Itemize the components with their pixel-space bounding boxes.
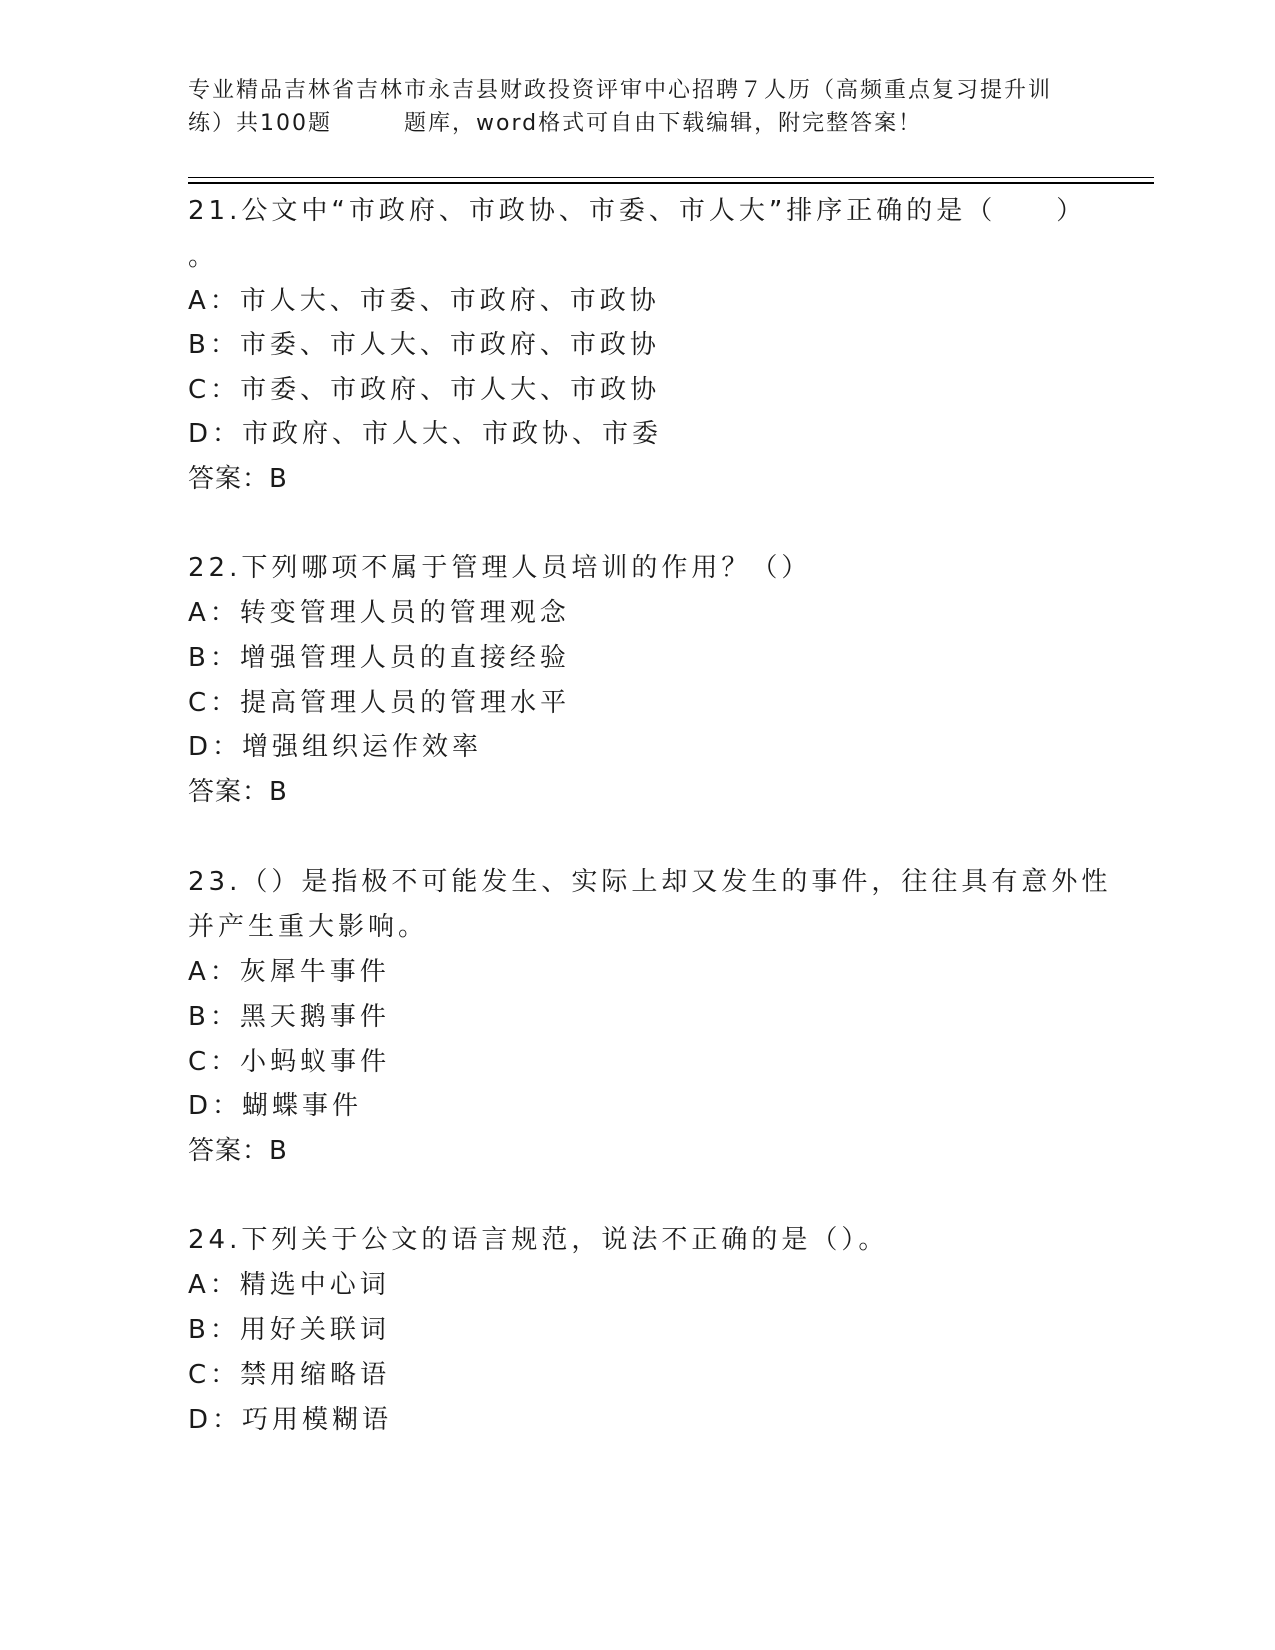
- question-stem-line-2: 并产生重大影响。: [188, 912, 429, 942]
- option-a: A：精选中心词: [188, 1270, 390, 1300]
- option-b: B：黑天鹅事件: [188, 1002, 390, 1032]
- header-rule-thick: [188, 182, 1154, 184]
- option-a: A：转变管理人员的管理观念: [188, 598, 570, 628]
- option-b: B：用好关联词: [188, 1315, 390, 1345]
- header-title-line-1: 专业精品吉林省吉林市永吉县财政投资评审中心招聘７人历（高频重点复习提升训: [188, 78, 1053, 103]
- answer-label: 答案：B: [188, 1136, 288, 1166]
- option-c: C：禁用缩略语: [188, 1360, 391, 1390]
- question-stem-line-2: 。: [188, 242, 219, 272]
- option-b: B：市委、市人大、市政府、市政协: [188, 330, 660, 360]
- option-a: A：灰犀牛事件: [188, 957, 390, 987]
- header-title-line-2-part-b: 题库，word格式可自由下载编辑，附完整答案！: [404, 111, 923, 136]
- answer-label: 答案：B: [188, 777, 288, 807]
- option-c: C：提高管理人员的管理水平: [188, 688, 571, 718]
- question-stem-line-1: 21.公文中“市政府、市政协、市委、市人大”排序正确的是（ ）: [188, 196, 1087, 226]
- question-stem-line-1: 24.下列关于公文的语言规范，说法不正确的是（）。: [188, 1225, 889, 1255]
- document-header: [188, 74, 1088, 140]
- answer-label: 答案：B: [188, 464, 288, 494]
- header-title-line-2: [188, 107, 1088, 140]
- option-c: C：小蚂蚁事件: [188, 1047, 391, 1077]
- header-rule-thin: [188, 177, 1154, 178]
- option-d: D：增强组织运作效率: [188, 732, 483, 762]
- header-title-line-2-part-a: 练）共100题: [188, 111, 332, 136]
- option-b: B：增强管理人员的直接经验: [188, 643, 570, 673]
- option-d: D：市政府、市人大、市政协、市委: [188, 419, 663, 449]
- question-stem-line-1: 22.下列哪项不属于管理人员培训的作用？（）: [188, 553, 812, 583]
- question-stem-line-1: 23.（）是指极不可能发生、实际上却又发生的事件，往往具有意外性: [188, 867, 1112, 897]
- option-d: D：蝴蝶事件: [188, 1091, 363, 1121]
- option-a: A：市人大、市委、市政府、市政协: [188, 286, 660, 316]
- option-c: C：市委、市政府、市人大、市政协: [188, 375, 661, 405]
- option-d: D：巧用模糊语: [188, 1405, 393, 1435]
